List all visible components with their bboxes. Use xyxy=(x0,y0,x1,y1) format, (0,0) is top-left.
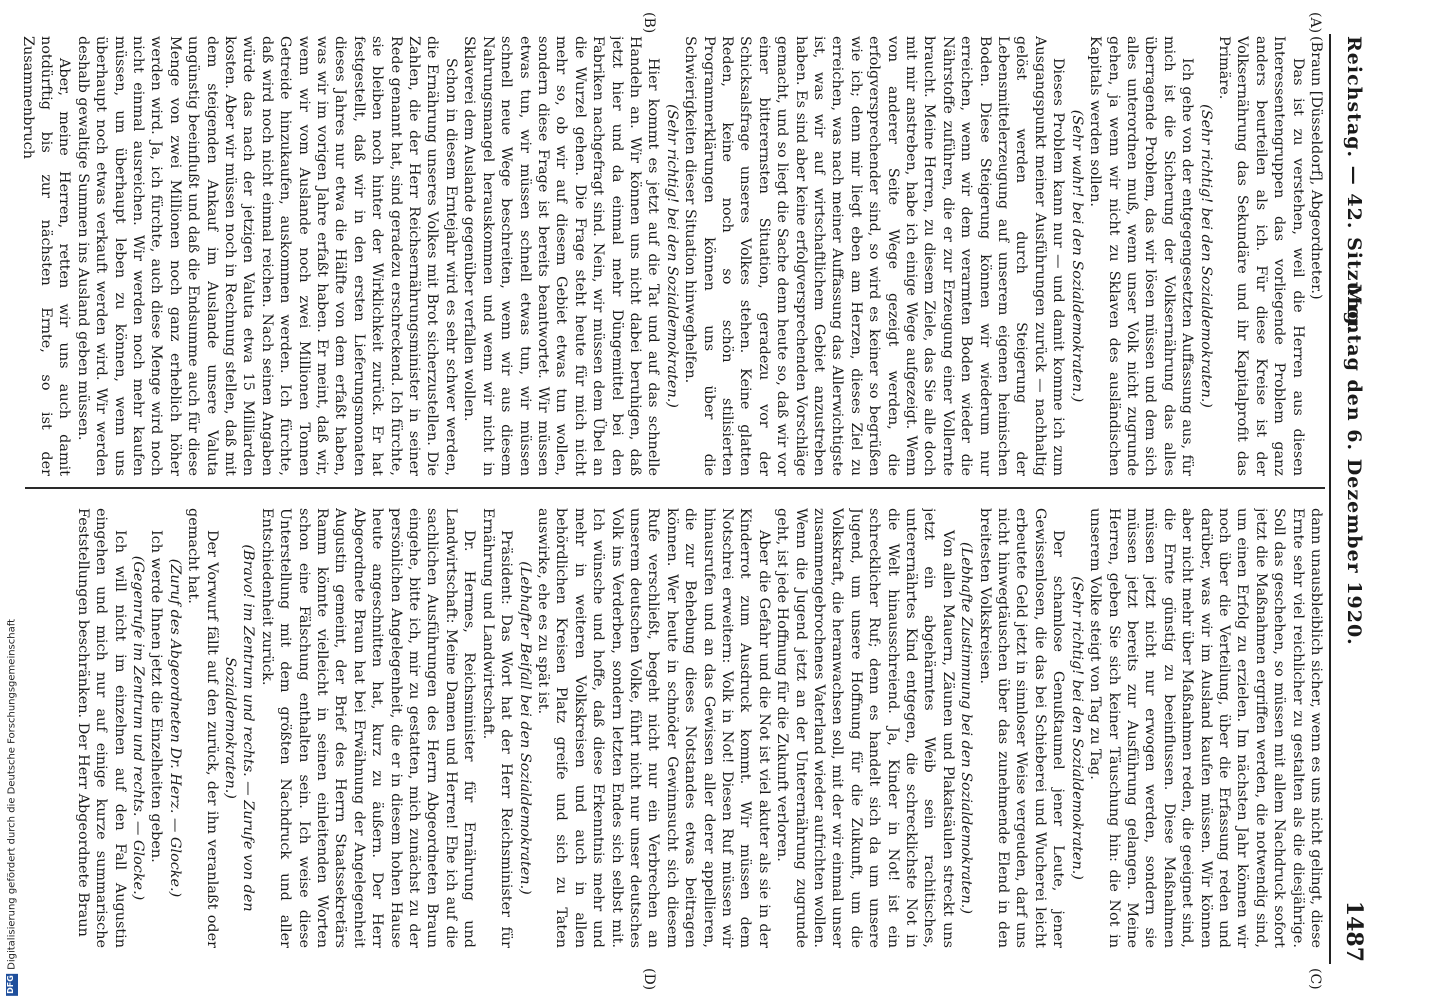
header-title: Reichstag. — 42. Sitzung. xyxy=(1343,36,1365,334)
paragraph: Hier kommt es jetzt auf die Tat und auf das schnelle Handeln an. Wir können uns nicht dabei beruhigen, daß jetzt hier und da einmal mehr Düngemittel bei den Fabriken nachgefragt sind. Nein, wir müssen dem Übel an die Wurzel gehen. Die Frage steht heute für mich nicht mehr so, ob wir auf diesem Gebiet etwas tun wollen, sondern diese Frage ist bereits beantwortet. Wir müssen etwas tun, wir müssen schnell etwas tun, wir müssen schnell neue Wege beschreiten, wenn wir aus diesem Nahrungsmangel herauskommen und wenn wir nicht in Sklaverei dem Auslande gegenüber verfallen wollen. xyxy=(461,36,662,476)
paragraph: Der schamlose Genußtaumel jener Leute, jener Gewissenlosen, die das bei Schieberei und Wucherei leicht erbeutete Geld jetzt in sinnloser Weise vergeuden, darf uns nicht hinwegtäuschen über das zunehmende Elend in den breitesten Volkskreisen. xyxy=(976,508,1067,948)
footer-credit-text: Digitalisierung gefördert durch die Deutsche Forschungsgemeinschaft xyxy=(6,619,18,970)
margin-marker-b: (B) xyxy=(641,12,657,34)
paragraph: Dr. Hermes, Reichsminister für Ernährung und Landwirtschaft: Meine Damen und Herren! Ehe ich auf die sachlichen Ausführungen des Herrn Abgeordneten Braun eingehe, bitte ich, mir zu gestatten, mich zunächst zu der persönlichen Angelegenheit, die er in diesem hohen Hause heute angeschnitten hat, kurz zu äußern. Der Herr Abgeordnete Braun hat bei Erwähnung der Angelegenheit Augustin gemeint, der Brief des Herrn Staatssekretärs Ramm könnte vielleicht in seinen einleitenden Worten schon eine Fälschung enthalten sein. Ich weise diese Unterstellung mit dem größten Nachdruck und aller Entschiedenheit zurück. xyxy=(258,508,478,948)
paragraph: Ich werde Ihnen jetzt die Einzelheiten geben. xyxy=(148,530,165,863)
interjection: (Sehr richtig! bei den Sozialdemokraten.) xyxy=(1197,104,1214,408)
paragraph: Schon in diesem Erntejahr wird es sehr schwer werden, die Ernährung unseres Volkes mit Brot sicherzustellen. Die Zahlen, die der Herr Reichsernährungsminister in seiner Rede genannt hat, sind geradezu erschreckend. Ich fürchte, sie bleiben noch hinter der Wirklichkeit zurück. Er hat festgestellt, daß wir in den ersten Lieferungsmonaten dieses Jahres nur etwa die Hälfte von dem erfaßt haben, was wir im vorigen Jahre erfaßt haben. Er meint, daß wir, wenn wir vom Auslande noch zwei Millionen Tonnen Getreide hinzukaufen, auskommen werden. Ich fürchte, daß wird noch nicht einmal reichen. Nach seinen Angaben würde das nach der jetzigen Valuta etwa 15 Milliarden kosten. Aber wir müssen noch in Rechnung stellen, daß mit dem steigenden Ankauf im Auslande unsere Valuta ungünstig beeinflußt und daß die Endsumme auch für diese Menge von zwei Millionen noch ganz erheblich höher werden wird. Ja, ich fürchte, auch diese Menge wird noch nicht einmal ausreichen. Wir werden noch mehr kaufen müssen, um überhaupt leben zu können, wenn uns überhaupt noch etwas verkauft werden wird. Wir werden deshalb gewaltige Summen ins Ausland geben müssen. xyxy=(74,36,459,476)
paragraph: Ich gehe von der entgegengesetzten Auffassung aus, für mich ist die Sicherung der Volksernährung das alles überragende Problem, das wir lösen müssen und dem sich alles unterordnen muß, wenn unser Volk nicht zugrunde gehen, ja wenn wir nicht zu Sklaven des ausländischen Kapitals werden sollen. xyxy=(1087,36,1196,476)
interjection: (Gegenrufe im Zentrum und rechts. — Glocke.) xyxy=(130,555,146,901)
margin-marker-a: (A) xyxy=(1307,12,1323,34)
paragraph: Das ist zu verstehen, weil die Herren aus diesen Interessentengruppen das vorliegende Problem ganz anders beurteilen als ich. Für diese Kreise ist der Volksernährung das Sekundäre und ihr Kapitalprofit das Primäre. xyxy=(1215,36,1306,476)
paragraph: Aber die Gefahr und die Not ist viel akuter als sie in der Kinderrot zum Ausdruck kommt. Wir müssen dem Notschrei erweitern: Volk in Not! Diesen Ruf müssen wir hinausrufen und an das Gewissen aller derer appellieren, die zur Behebung dieses Notstandes etwas beitragen können. Wer heute in schnöder Gewinnsucht sich diesem Rufe verschließt, begeht nicht nur ein Verbrechen an unserem deutschen Volke, führt nicht nur unser deutsches Volk ins Verderben, sondern letzten Endes sich selbst mit. Ich wünsche und hoffe, daß diese Erkenntnis mehr und mehr in weiteren Volkskreisen und auch in allen behördlichen Kreisen Platz greife und sich zu Taten auswirke, ehe es zu spät ist. xyxy=(534,508,772,948)
left-column xyxy=(15,36,1325,476)
paragraph: (Braun [Düsseldorf], Abgeordneter.) xyxy=(1308,36,1324,300)
page-header xyxy=(1329,34,1375,964)
interjection: (Zuruf des Abgeordneten Dr. Herz. — Glocke.) xyxy=(166,558,183,898)
margin-marker-d: (D) xyxy=(641,968,657,991)
column-divider xyxy=(25,487,1325,489)
interjection: (Lebhafter Beifall bei den Sozialdemokraten.) xyxy=(516,561,533,895)
paragraph: Dieses Problem kann nur — und damit komme ich zum Ausgangspunkt meiner Ausführungen zurück — nachhaltig gelöst werden durch Steigerung der Lebensmittelerzeugung auf unserem eigenen heimischen Boden. Diese Steigerung können wir wiederum nur erreichen, wenn wir dem verarmten Boden wieder die Nährstoffe zuführen, die er zur Erzeugung einer Vollernte braucht. Meine Herren, zu diesem Ziele, das Sie alle doch mit mir anstreben, habe ich einige Wege aufgezeigt. Wenn von anderer Seite Wege gezeigt werden, die erfolgversprechender sind, so wird es keiner so begrüßen wie ich; denn mir liegt eben am Herzen, dieses Ziel zu erreichen, was nach meiner Auffassung das Allerwichtigste ist, was wir auf wirtschaftlichem Gebiet anzustreben haben. Es sind aber keine erfolgversprechenden Vorschläge gemacht, und so liegt die Sache denn heute so, daß wir vor einer bitterernsten Situation, geradezu vor der Schicksalsfrage unseres Volkes stehen. Keine glatten Reden, keine noch so schön stilisierten Programmerklärungen können uns über die Schwierigkeiten dieser Situation hinweghelfen. xyxy=(682,36,1067,476)
interjection: (Sehr wahr! bei den Sozialdemokraten.) xyxy=(1068,109,1085,403)
paragraph: Ich will nicht im einzelnen auf den Fall Augustin eingehen und mich nur auf einige kurze summarische Feststellungen beschränken. Der Herr Abgeordnete Braun xyxy=(74,508,128,948)
paragraph: Von allen Mauern, Zäunen und Plakatsäulen streckt uns jetzt ein abgehärmtes Weib sein rachitisches, unterernährtes Kind entgegen, die schrecklichste Not in die Welt hinausschreiend. Ja, Kinder in Not! ist ein schrecklicher Ruf; denn es handelt sich da um unsere Jugend, um unsere Hoffnung für die Zukunft, um die Volkskraft, die heranwachsen soll, mit der wir einmal unser zusammengebrochenes Vaterland wieder aufrichten wollen. Wenn die Jugend jetzt an der Unterernährung zugrunde geht, ist jede Hoffnung für die Zukunft verloren. xyxy=(774,508,956,948)
paragraph: Präsident: Das Wort hat der Herr Reichsminister für Ernährung und Landwirtschaft. xyxy=(479,508,515,948)
paragraph: Aber, meine Herren, retten wir uns auch damit notdürftig bis zur nächsten Ernte, so ist der Zusammenbruch xyxy=(19,36,73,476)
interjection: (Sehr richtig! bei den Sozialdemokraten.) xyxy=(663,104,680,408)
dfg-logo-icon: DFG xyxy=(6,974,18,996)
footer-credit xyxy=(6,619,18,996)
interjection: (Bravo! im Zentrum und rechts. — Zurufe von den Sozialdemokraten.) xyxy=(222,544,257,912)
paragraph: Der Vorwurf fällt auf den zurück, der ihn veranlaßt oder gemacht hat. xyxy=(185,508,220,948)
margin-marker-c: (C) xyxy=(1307,968,1323,990)
right-column xyxy=(15,508,1325,948)
interjection: (Lebhafte Zustimmung bei den Sozialdemokraten.) xyxy=(958,542,975,914)
page-number: 1487 xyxy=(1341,900,1367,962)
paragraph: dann unausbleiblich sicher, wenn es uns nicht gelingt, diese Ernte sehr viel reichlicher zu gestalten als die diesjährige. Soll das geschehen, so müssen mit allem Nachdruck sofort jetzt die Maßnahmen ergriffen werden, die notwendig sind, um einen Erfolg zu erzielen. Im nächsten Jahr können wir noch über die Verteilung, über die Erfassung reden und darüber, was wir im Ausland kaufen müssen. Wir können aber nicht mehr über Maßnahmen reden, die geeignet sind, die Ernte günstig zu beeinflussen. Diese Maßnahmen müssen jetzt nicht nur erwogen werden, sondern sie müssen jetzt bereits zur Ausführung gelangen. Meine Herren, geben Sie sich keiner Täuschung hin: die Not in unserem Volke steigt von Tag zu Tag. xyxy=(1087,508,1324,948)
header-date: Montag den 6. Dezember 1920. xyxy=(1343,284,1365,646)
interjection: (Sehr richtig! bei den Sozialdemokraten.) xyxy=(1068,576,1085,880)
